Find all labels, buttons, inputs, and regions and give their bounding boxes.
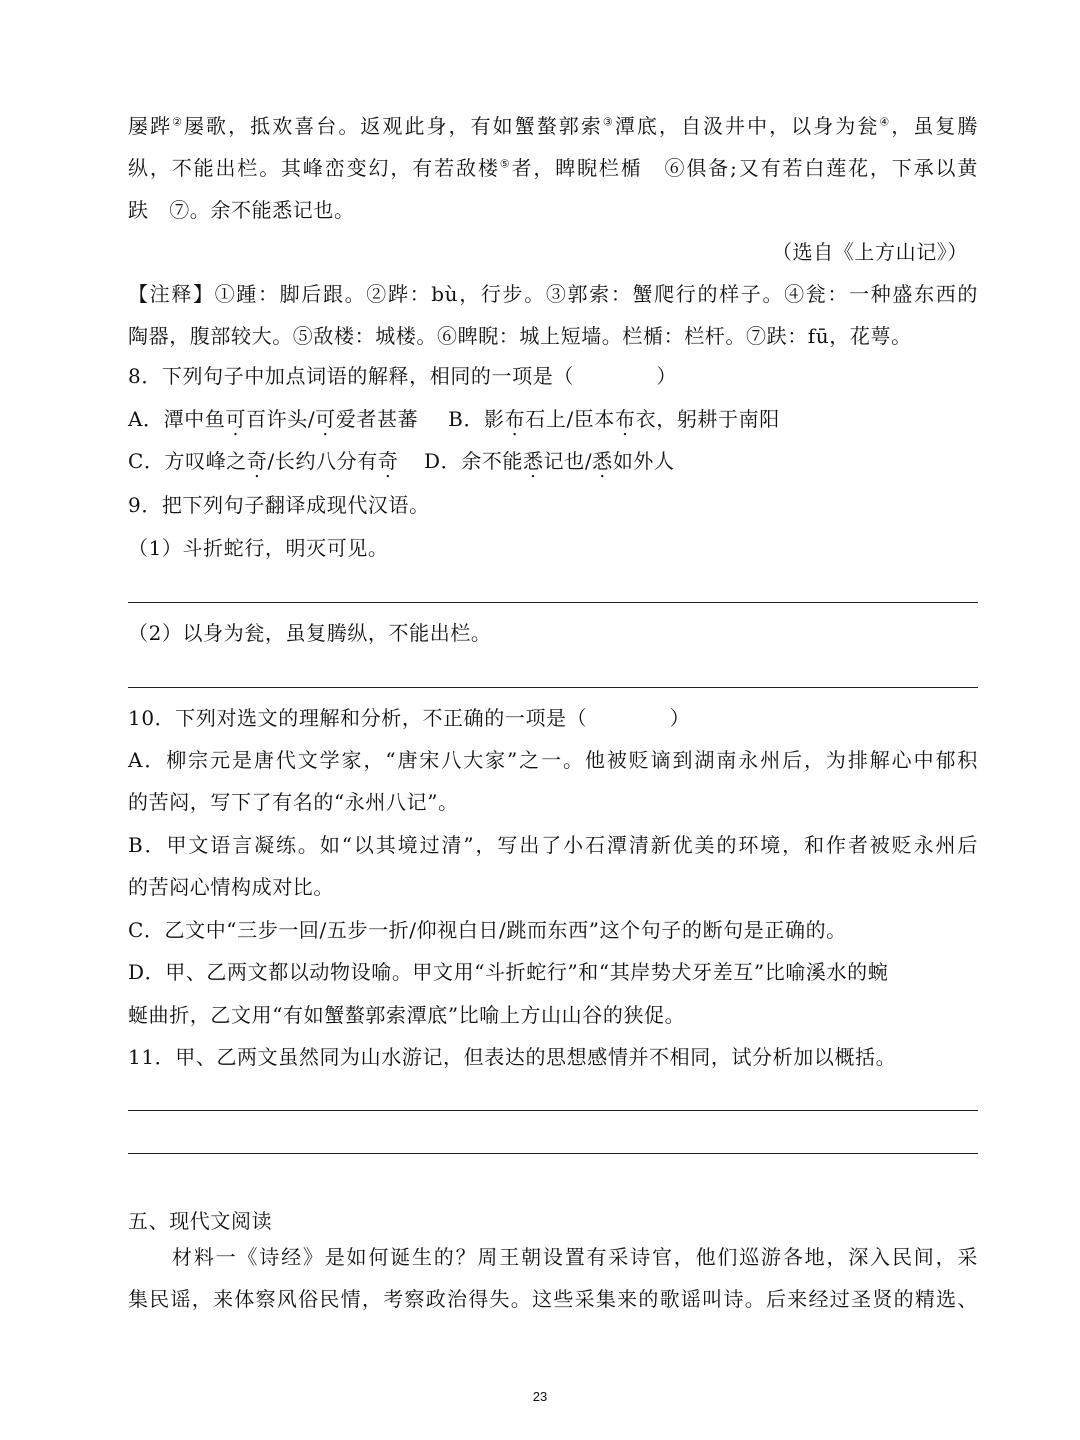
option-a: A．潭中鱼可百许头/可爱者甚蕃 [128, 407, 419, 431]
question-10-option-d-line-1: D．甲、乙两文都以动物设喻。甲文用“斗折蛇行”和“其岸势犬牙差互”比喻溪水的蜿 [128, 960, 889, 984]
page-number: 23 [532, 1389, 548, 1404]
question-10-stem: 10．下列对选文的理解和分析，不正确的一项是（ ） [128, 706, 691, 730]
question-9-sentence-2: （2）以身为瓮，虽复腾纵，不能出栏。 [128, 621, 492, 645]
answer-line[interactable] [128, 602, 978, 603]
question-9-stem: 9．把下列句子翻译成现代汉语。 [128, 493, 430, 517]
question-10-option-b-line-2: 的苦闷心情构成对比。 [128, 875, 334, 899]
answer-line[interactable] [128, 1110, 978, 1111]
passage-source: （选自《上方山记》） [772, 240, 968, 264]
question-10-option-b-line-1: B．甲文语言凝练。如“以其境过清”，写出了小石潭清新优美的环境，和作者被贬永州后 [128, 833, 978, 857]
question-8-options-cd [128, 447, 675, 475]
question-10-option-a-line-2: 的苦闷，写下了有名的“永州八记”。 [128, 790, 459, 814]
notes-line-1: 【注释】①踵：脚后跟。②跸：bù，行步。③郭索：蟹爬行的样子。④瓮：一种盛东西的 [128, 282, 978, 306]
answer-line[interactable] [128, 1153, 978, 1154]
question-8-stem: 8．下列句子中加点词语的解释，相同的一项是（ ） [128, 364, 677, 388]
section-5-paragraph-line-1: 材料一《诗经》是如何诞生的？周王朝设置有采诗官，他们巡游各地，深入民间，采 [172, 1245, 978, 1269]
passage-line-3: 趺 ⑦。余不能悉记也。 [128, 198, 355, 222]
question-9-sentence-1: （1）斗折蛇行，明灭可见。 [128, 536, 389, 560]
option-d: D．余不能悉记也/悉如外人 [424, 449, 675, 473]
answer-line[interactable] [128, 687, 978, 688]
option-c: C．方叹峰之奇/长约八分有奇 [128, 449, 399, 473]
question-8-options-ab [128, 405, 780, 433]
question-10-option-d-line-2: 蜒曲折，乙文用“有如蟹螯郭索潭底”比喻上方山山谷的狭促。 [128, 1003, 686, 1027]
question-11-stem: 11．甲、乙两文虽然同为山水游记，但表达的思想感情并不相同，试分析加以概括。 [128, 1045, 897, 1069]
option-b: B．影布石上/臣本布衣，躬耕于南阳 [448, 407, 780, 431]
notes-line-2: 陶器，腹部较大。⑤敌楼：城楼。⑥睥睨：城上短墙。栏楯：栏杆。⑦趺：fū，花萼。 [128, 324, 912, 348]
passage-line-2: 纵，不能出栏。其峰峦变幻，有若敌楼⑤者，睥睨栏楯 ⑥俱备;又有若白莲花，下承以黄 [128, 156, 978, 180]
question-10-option-a-line-1: A．柳宗元是唐代文学家，“唐宋八大家”之一。他被贬谪到湖南永州后，为排解心中郁积 [128, 748, 978, 772]
section-5-paragraph-line-2: 集民谣，来体察风俗民情，考察政治得失。这些采集来的歌谣叫诗。后来经过圣贤的精选、 [128, 1287, 978, 1311]
question-10-option-c: C．乙文中“三步一回/五步一折/仰视白日/跳而东西”这个句子的断句是正确的。 [128, 918, 847, 942]
section-5-heading: 五、现代文阅读 [128, 1209, 273, 1233]
passage-line-1: 屡跸②屡歌，抵欢喜台。返观此身，有如蟹螯郭索③潭底，自汲井中，以身为瓮④，虽复腾 [128, 114, 979, 138]
